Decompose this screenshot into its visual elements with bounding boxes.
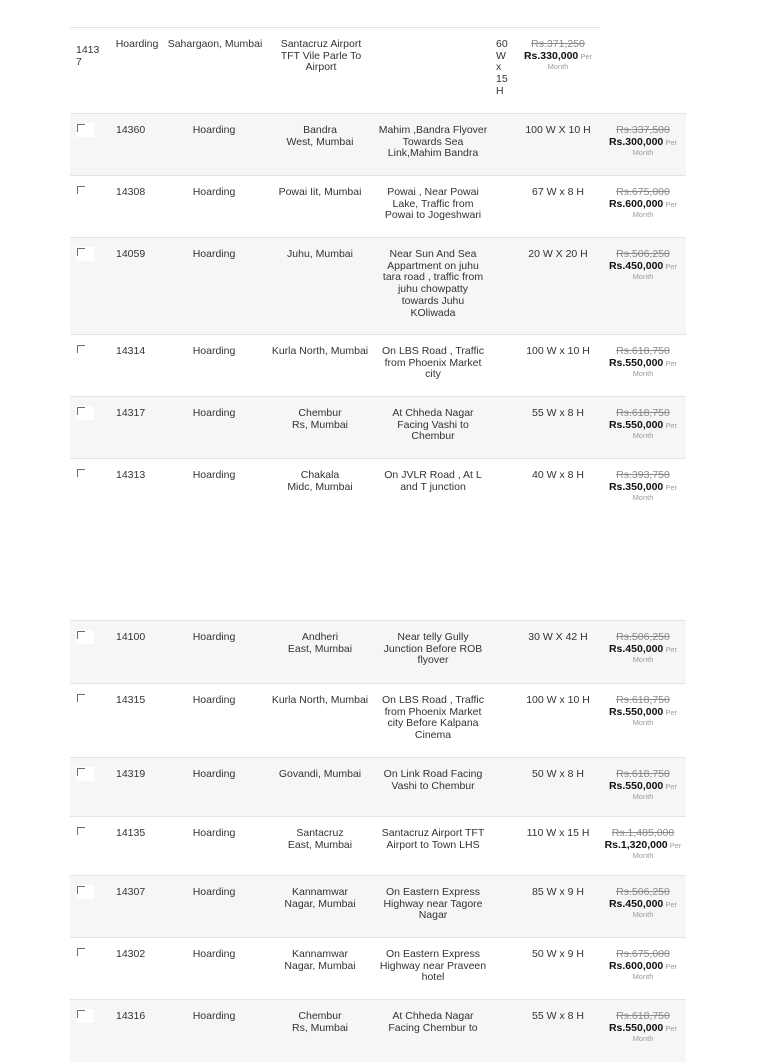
select-checkbox[interactable]	[76, 185, 94, 199]
price-block	[518, 39, 598, 71]
media-description: On Eastern Express Highway near Tagore Nagar	[383, 886, 483, 922]
checkbox-icon	[77, 694, 85, 702]
table-row	[70, 620, 686, 684]
table-row	[70, 757, 686, 817]
checkbox-icon	[77, 886, 85, 894]
select-checkbox[interactable]	[76, 247, 94, 261]
table-row	[70, 334, 686, 397]
media-size: 55 W x 8 H	[532, 407, 584, 419]
media-size: 55 W x 8 H	[532, 1010, 584, 1022]
discounted-price: Rs.600,000	[608, 197, 664, 210]
checkbox-icon	[77, 248, 85, 256]
media-id: 14059	[116, 248, 146, 260]
media-location: Bandra West, Mumbai	[286, 124, 354, 148]
price-per-label: Per	[663, 358, 678, 368]
original-price: Rs.675,000	[616, 186, 670, 198]
price-per-label: Per	[578, 51, 593, 61]
select-checkbox[interactable]	[76, 1009, 94, 1023]
media-size: 100 W X 10 H	[525, 124, 591, 136]
media-location: Santacruz East, Mumbai	[287, 827, 353, 851]
select-checkbox[interactable]	[76, 123, 94, 137]
media-size: 110 W x 15 H	[526, 827, 590, 839]
checkbox-icon	[77, 186, 85, 194]
price-block	[600, 470, 686, 502]
price-block	[600, 408, 686, 440]
price-per-label: Per	[663, 482, 678, 492]
media-description: At Chheda Nagar Facing Chembur to	[388, 1010, 478, 1034]
price-per-label: Per	[663, 644, 678, 654]
table-row	[70, 458, 686, 621]
price-block	[600, 769, 686, 801]
table-row	[70, 683, 686, 758]
media-type: Hoarding	[192, 469, 236, 481]
media-type: Hoarding	[192, 248, 236, 260]
media-location: Powai Iit, Mumbai	[278, 186, 362, 198]
original-price: Rs.393,750	[616, 469, 670, 481]
media-type: Hoarding	[192, 694, 236, 706]
media-type: Hoarding	[192, 948, 236, 960]
media-type: Hoarding	[192, 768, 236, 780]
price-period-label: Month	[632, 655, 654, 665]
media-description: On Link Road Facing Vashi to Chembur	[383, 768, 483, 792]
checkbox-icon	[77, 827, 85, 835]
media-type: Hoarding	[192, 345, 236, 357]
select-checkbox[interactable]	[76, 344, 94, 358]
original-price: Rs.506,250	[616, 248, 670, 260]
media-size: 100 W x 10 H	[526, 694, 590, 706]
media-location: Govandi, Mumbai	[278, 768, 362, 780]
discounted-price: Rs.550,000	[608, 356, 664, 369]
price-period-label: Month	[632, 210, 654, 220]
price-block	[600, 887, 686, 919]
media-id: 14308	[116, 186, 146, 198]
media-description: On JVLR Road , At L and T junction	[384, 469, 482, 493]
media-type: Hoarding	[192, 1010, 236, 1022]
media-id: 1413 7	[76, 44, 100, 68]
price-period-label: Month	[632, 369, 654, 379]
media-description: On LBS Road , Traffic from Phoenix Market city	[382, 345, 484, 381]
media-location: Kurla North, Mumbai	[271, 694, 369, 706]
original-price: Rs.506,250	[616, 631, 670, 643]
media-type: Hoarding	[192, 124, 236, 136]
table-row	[70, 396, 686, 459]
media-description: At Chheda Nagar Facing Vashi to Chembur	[392, 407, 474, 443]
media-size: 40 W x 8 H	[532, 469, 584, 481]
price-per-label: Per	[667, 840, 682, 850]
discounted-price: Rs.600,000	[608, 959, 664, 972]
checkbox-icon	[77, 1010, 85, 1018]
media-id: 14100	[116, 631, 146, 643]
price-per-label: Per	[663, 1023, 678, 1033]
original-price: Rs.618,750	[616, 407, 670, 419]
checkbox-icon	[77, 631, 85, 639]
discounted-price: Rs.450,000	[608, 897, 664, 910]
media-location: Sahargaon, Mumbai	[167, 38, 263, 50]
media-description: Mahim ,Bandra Flyover Towards Sea Link,Mahim Bandra	[378, 124, 488, 160]
select-checkbox[interactable]	[76, 693, 94, 707]
media-description: Santacruz Airport TFT Vile Parle To Airport	[280, 38, 362, 74]
price-per-label: Per	[663, 420, 678, 430]
media-size: 20 W X 20 H	[528, 248, 588, 260]
discounted-price: Rs.1,320,000	[604, 838, 668, 851]
price-per-label: Per	[663, 199, 678, 209]
checkbox-icon	[77, 345, 85, 353]
media-location: Chembur Rs, Mumbai	[291, 407, 348, 431]
media-size: 85 W x 9 H	[532, 886, 584, 898]
media-location: Kannamwar Nagar, Mumbai	[284, 948, 356, 972]
media-id: 14316	[116, 1010, 146, 1022]
media-id: 14315	[116, 694, 146, 706]
discounted-price: Rs.350,000	[608, 480, 664, 493]
price-period-label: Month	[547, 62, 569, 72]
select-checkbox[interactable]	[76, 767, 94, 781]
discounted-price: Rs.450,000	[608, 259, 664, 272]
discounted-price: Rs.550,000	[608, 779, 664, 792]
original-price: Rs.371,250	[531, 38, 585, 50]
select-checkbox[interactable]	[76, 468, 94, 482]
price-period-label: Month	[632, 851, 654, 861]
media-size: 50 W x 9 H	[532, 948, 584, 960]
price-period-label: Month	[632, 1034, 654, 1044]
select-checkbox[interactable]	[76, 406, 94, 420]
media-location: Kurla North, Mumbai	[271, 345, 369, 357]
table-row	[70, 937, 686, 1000]
price-period-label: Month	[632, 792, 654, 802]
price-per-label: Per	[663, 261, 678, 271]
media-id: 14135	[116, 827, 146, 839]
price-block	[600, 632, 686, 664]
media-type: Hoarding	[192, 631, 236, 643]
checkbox-icon	[77, 768, 85, 776]
select-checkbox[interactable]	[76, 630, 94, 644]
price-block	[600, 125, 686, 157]
media-id: 14360	[116, 124, 146, 136]
price-period-label: Month	[632, 431, 654, 441]
price-per-label: Per	[663, 781, 678, 791]
select-checkbox[interactable]	[76, 826, 94, 840]
media-type: Hoarding	[192, 186, 236, 198]
discounted-price: Rs.550,000	[608, 705, 664, 718]
media-id: 14319	[116, 768, 146, 780]
price-per-label: Per	[663, 899, 678, 909]
media-id: 14314	[116, 345, 146, 357]
discounted-price: Rs.330,000	[523, 49, 579, 62]
original-price: Rs.1,485,000	[611, 827, 675, 839]
price-block	[600, 695, 686, 727]
price-period-label: Month	[632, 493, 654, 503]
media-id: 14317	[116, 407, 146, 419]
price-block	[600, 828, 686, 860]
table-row	[70, 237, 686, 335]
price-block	[600, 187, 686, 219]
media-description: On Eastern Express Highway near Praveen hotel	[379, 948, 487, 984]
original-price: Rs.506,250	[616, 886, 670, 898]
original-price: Rs.618,750	[616, 768, 670, 780]
media-id: 14313	[116, 469, 146, 481]
media-description: Powai , Near Powai Lake, Traffic from Powai to Jogeshwari	[384, 186, 482, 222]
media-type: Hoarding	[192, 407, 236, 419]
media-location: Andheri East, Mumbai	[287, 631, 353, 655]
media-size: 50 W x 8 H	[532, 768, 584, 780]
select-checkbox[interactable]	[76, 885, 94, 899]
price-per-label: Per	[663, 137, 678, 147]
checkbox-icon	[77, 407, 85, 415]
media-size: 60 W x 15 H	[496, 38, 508, 97]
price-per-label: Per	[663, 961, 678, 971]
media-size: 67 W x 8 H	[532, 186, 584, 198]
media-size: 100 W x 10 H	[526, 345, 590, 357]
media-location: Juhu, Mumbai	[287, 248, 353, 260]
discounted-price: Rs.550,000	[608, 418, 664, 431]
media-type: Hoarding	[192, 827, 236, 839]
price-period-label: Month	[632, 972, 654, 982]
original-price: Rs.618,750	[616, 694, 670, 706]
select-checkbox[interactable]	[76, 947, 94, 961]
media-location: Chakala Midc, Mumbai	[287, 469, 353, 493]
media-description: Santacruz Airport TFT Airport to Town LHS	[381, 827, 485, 851]
price-period-label: Month	[632, 910, 654, 920]
table-row	[70, 27, 600, 114]
checkbox-icon	[77, 469, 85, 477]
media-type: Hoarding	[192, 886, 236, 898]
checkbox-icon	[77, 124, 85, 132]
price-period-label: Month	[632, 148, 654, 158]
discounted-price: Rs.550,000	[608, 1021, 664, 1034]
original-price: Rs.337,500	[616, 124, 670, 136]
price-block	[600, 249, 686, 281]
media-description: Near telly Gully Junction Before ROB flyover	[383, 631, 483, 667]
media-id: 14307	[116, 886, 146, 898]
media-location: Chembur Rs, Mumbai	[291, 1010, 348, 1034]
price-per-label: Per	[663, 707, 678, 717]
table-row	[70, 175, 686, 238]
discounted-price: Rs.300,000	[608, 135, 664, 148]
table-row	[70, 113, 686, 176]
media-size: 30 W X 42 H	[528, 631, 588, 643]
media-id: 14302	[116, 948, 146, 960]
original-price: Rs.618,750	[616, 345, 670, 357]
table-row	[70, 816, 686, 876]
media-description: On LBS Road , Traffic from Phoenix Market city Before Kalpana Cinema	[382, 694, 484, 742]
original-price: Rs.675,000	[616, 948, 670, 960]
checkbox-icon	[77, 948, 85, 956]
media-description: Near Sun And Sea Appartment on juhu tara road , traffic from juhu chowpatty towards Juhu KOliwada	[382, 248, 484, 319]
table-row	[70, 875, 686, 938]
price-period-label: Month	[632, 272, 654, 282]
media-type: Hoarding	[115, 38, 159, 50]
table-row	[70, 999, 686, 1062]
media-location: Kannamwar Nagar, Mumbai	[284, 886, 356, 910]
price-block	[600, 949, 686, 981]
price-block	[600, 1011, 686, 1043]
original-price: Rs.618,750	[616, 1010, 670, 1022]
price-period-label: Month	[632, 718, 654, 728]
discounted-price: Rs.450,000	[608, 642, 664, 655]
price-block	[600, 346, 686, 378]
